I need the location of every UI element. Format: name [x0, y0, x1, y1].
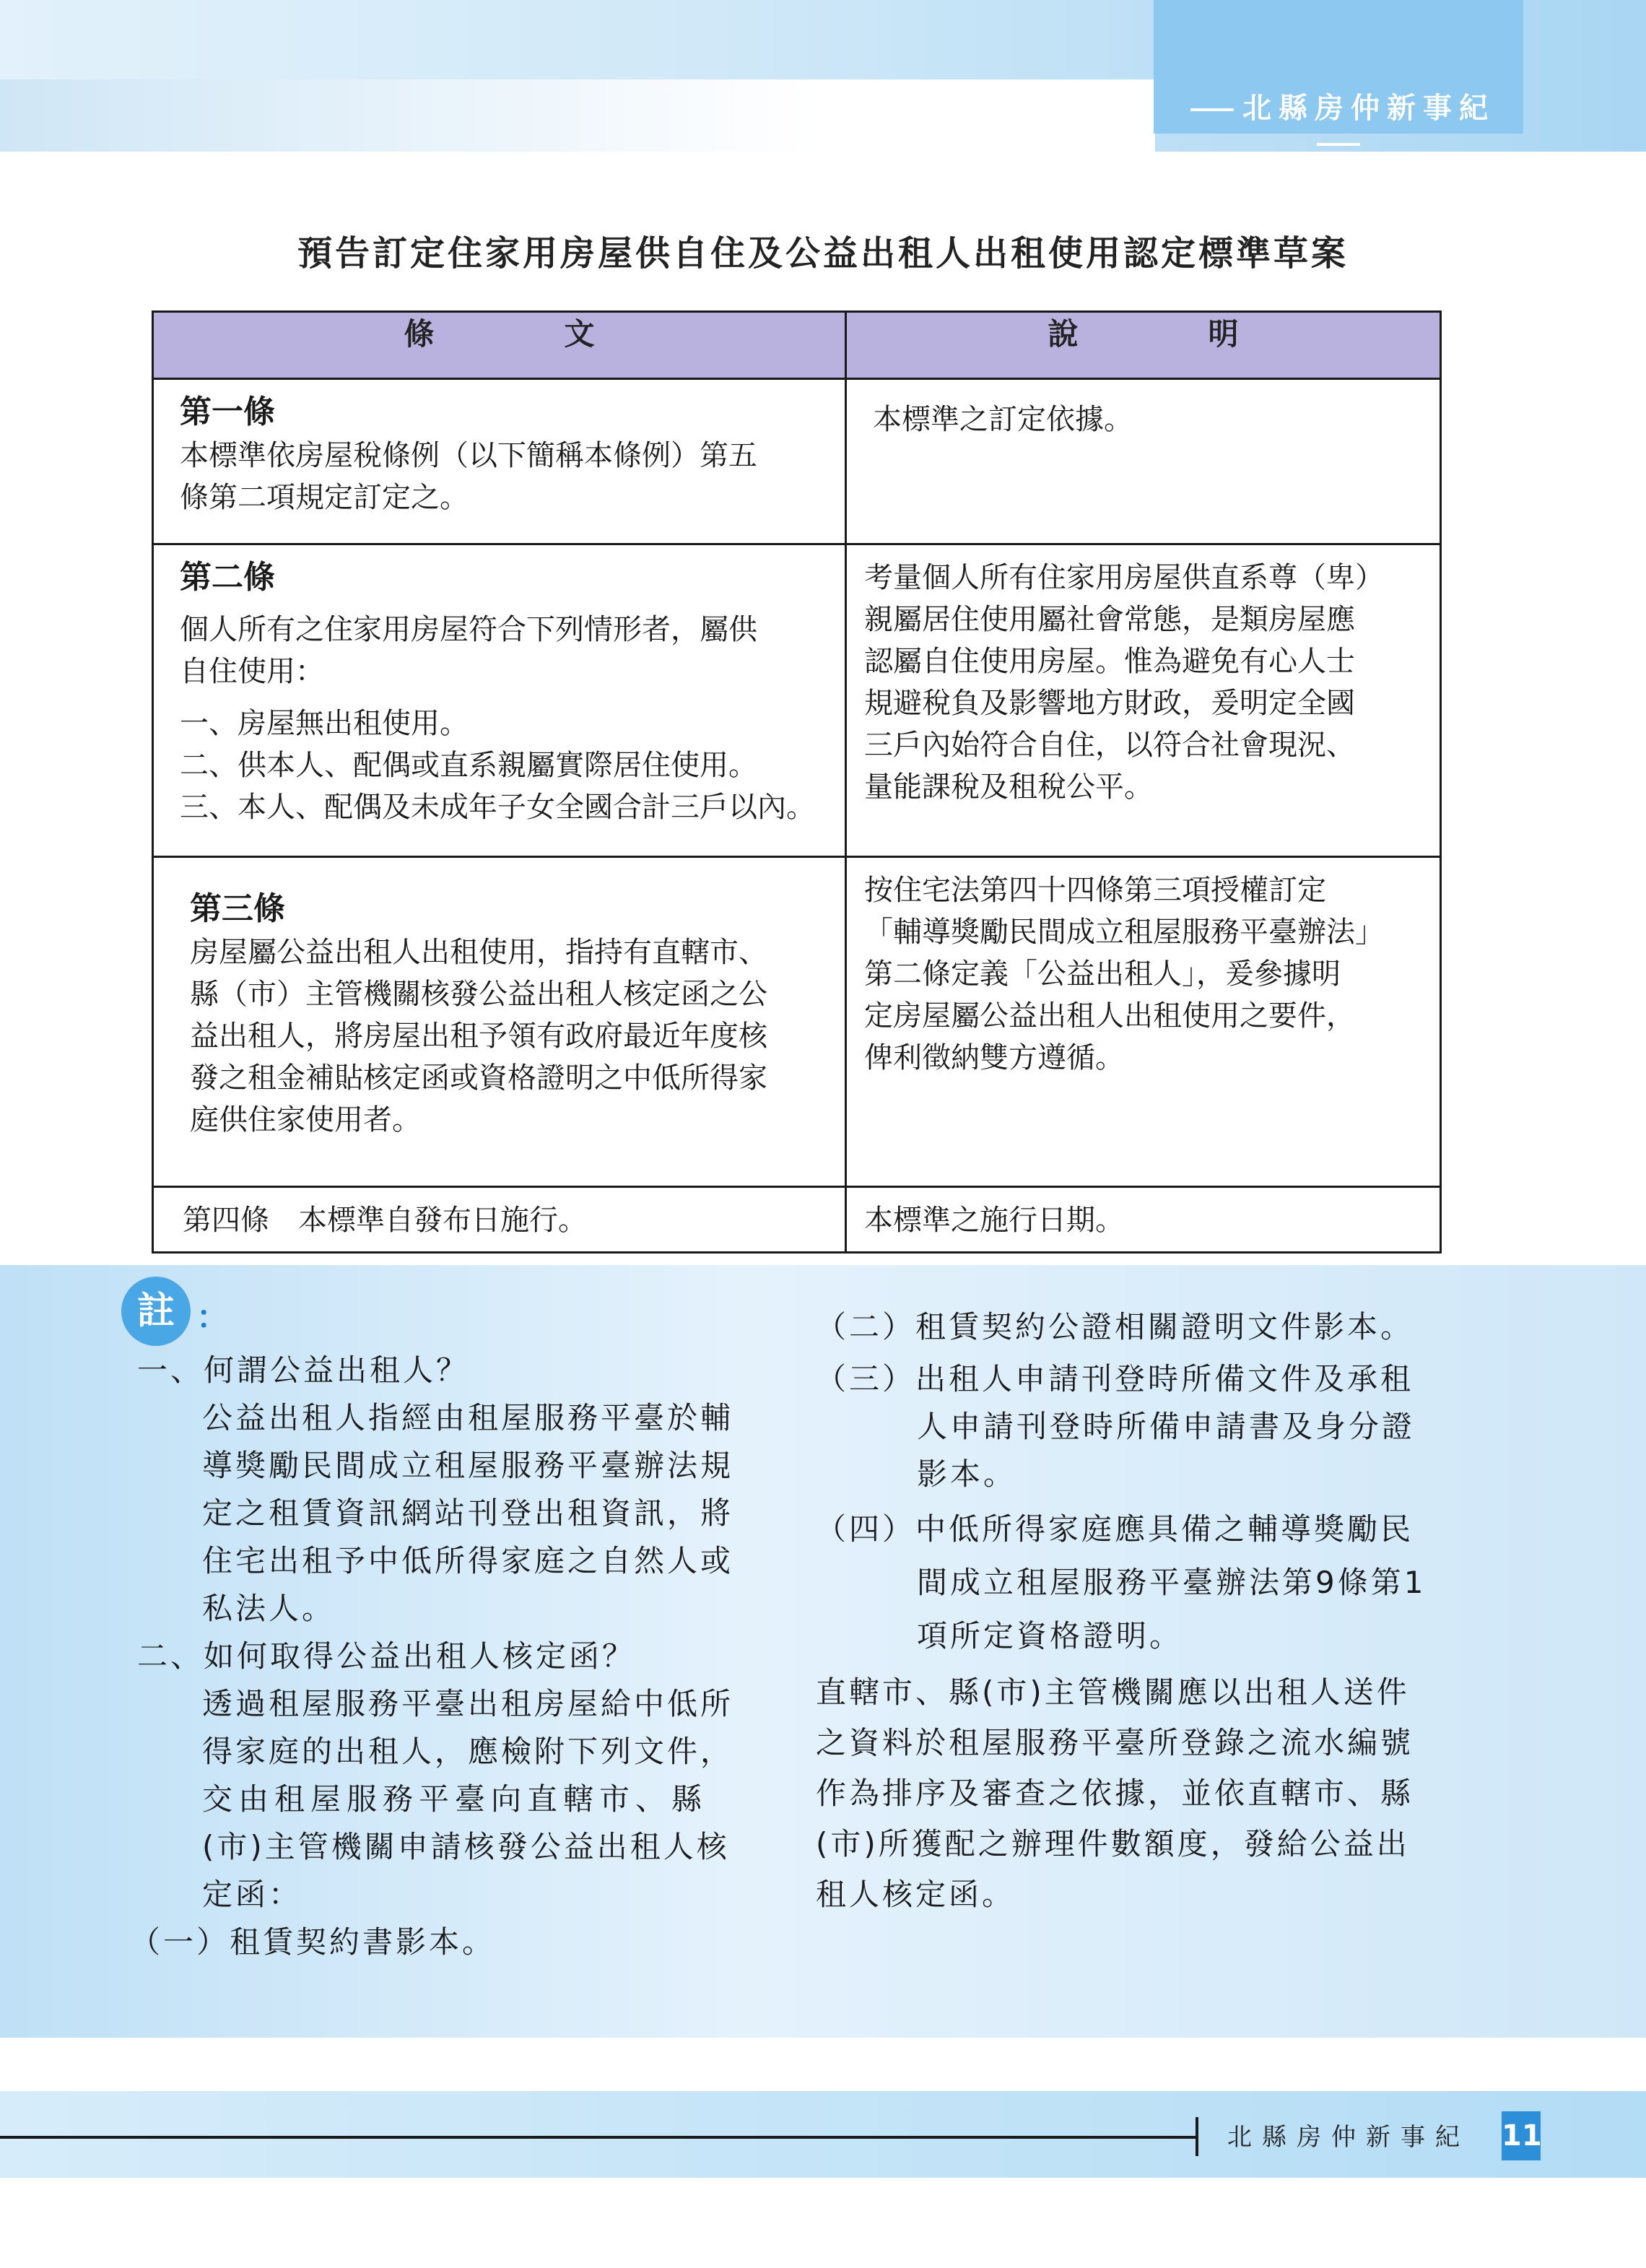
notes-right-column: [816, 1303, 1437, 1920]
note-line: 得家庭的出租人，應檢附下列文件，: [202, 1734, 734, 1769]
table-header-article: 條 文: [153, 312, 846, 379]
note-item: （三）出租人申請刊登時所備文件及承租人申請刊登時所備申請書及身分證影本。: [816, 1361, 1416, 1492]
notes-left-column: [130, 1347, 772, 1966]
page-title: 預告訂定住家用房屋供自住及公益出租人出租使用認定標準草案: [297, 233, 1349, 274]
explanation-cell: 本標準之施行日期。: [846, 1187, 1441, 1253]
footer-rule: [0, 2136, 1198, 2139]
regulation-table: [152, 310, 1442, 1254]
note-colon: ：: [196, 1299, 228, 1336]
table-row: [153, 857, 1441, 1187]
article-cell: 第四條 本標準自發布日施行。: [153, 1187, 846, 1253]
table-row: [153, 544, 1441, 857]
dash-left: [1190, 108, 1234, 111]
note-line: 私法人。: [202, 1591, 336, 1626]
note-badge: 註: [121, 1277, 191, 1346]
page-number: 11: [1502, 2111, 1541, 2160]
note-line: 住宅出租予中低所得家庭之自然人或: [202, 1543, 734, 1578]
dash-right: [1317, 143, 1360, 146]
article-cell: 第二條 個人所有之住家用房屋符合下列情形者，屬供 自住使用： 一、房屋無出租使用。 二、供本人、配偶或直系親屬實際居住使用。 三、本人、配偶及未成年子女全國合計三戶以內。: [153, 544, 846, 857]
explanation-cell: 按住宅法第四十四條第三項授權訂定 「輔導獎勵民間成立租屋服務平臺辦法」 第二條定義「公益出租人」，爰參據明 定房屋屬公益出租人出租使用之要件， 俾利徵納雙方遵循。: [846, 857, 1441, 1187]
note-line: 導獎勵民間成立租屋服務平臺辦法規: [202, 1448, 734, 1483]
header-fade: [0, 79, 1155, 152]
article-cell: 第一條 本標準依房屋稅條例（以下簡稱本條例）第五 條第二項規定訂定之。: [153, 379, 846, 544]
note-line: 一、何謂公益出租人？: [137, 1352, 470, 1388]
note-item: （四）中低所得家庭應具備之輔導獎勵民間成立租屋服務平臺辦法第9條第1項所定資格證明。: [816, 1511, 1427, 1654]
note-line: 定之租賃資訊網站刊登出租資訊，將: [202, 1495, 734, 1531]
note-line: 定函：: [202, 1877, 302, 1912]
article-cell: 第三條 房屋屬公益出租人出租使用，指持有直轄市、 縣（市）主管機關核發公益出租人核定函之公 益出租人，將房屋出租予領有政府最近年度核 發之租金補貼核定函或資格證明之中低所得家 庭供住家使用者。: [153, 857, 846, 1187]
note-line: (市)主管機關申請核發公益出租人核: [202, 1829, 730, 1864]
footer-rule-tick: [1196, 2117, 1198, 2156]
note-line: 公益出租人指經由租屋服務平臺於輔: [202, 1400, 734, 1435]
note-item: （二）租賃契約公證相關證明文件影本。: [816, 1309, 1414, 1344]
explanation-cell: 本標準之訂定依據。: [846, 379, 1441, 544]
note-paragraph: 直轄市、縣(市)主管機關應以出租人送件之資料於租屋服務平臺所登錄之流水編號作為排序及審查之依據，並依直轄市、縣(市)所獲配之辦理件數額度，發給公益出租人核定函。: [816, 1674, 1414, 1912]
explanation-cell: 考量個人所有住家用房屋供直系尊（卑） 親屬居住使用屬社會常態，是類房屋應 認屬自住使用房屋。惟為避免有心人士 規避稅負及影響地方財政，爰明定全國 三戶內始符合自住，以符合社會現況、 量能課稅及租稅公平。: [846, 544, 1441, 857]
note-line: 透過租屋服務平臺出租房屋給中低所: [202, 1686, 734, 1721]
magazine-title: 北縣房仲新事紀: [1154, 85, 1523, 160]
table-row: [153, 379, 1441, 544]
note-line: （一）租賃契約書影本。: [130, 1924, 496, 1960]
table-header-explanation: 說 明: [846, 312, 1441, 379]
note-line: 二、如何取得公益出租人核定函？: [137, 1638, 636, 1674]
note-line: 交由租屋服務平臺向直轄市、縣: [202, 1781, 708, 1817]
footer-magazine-title: 北縣房仲新事紀: [1227, 2123, 1470, 2152]
table-row: [153, 1187, 1441, 1253]
